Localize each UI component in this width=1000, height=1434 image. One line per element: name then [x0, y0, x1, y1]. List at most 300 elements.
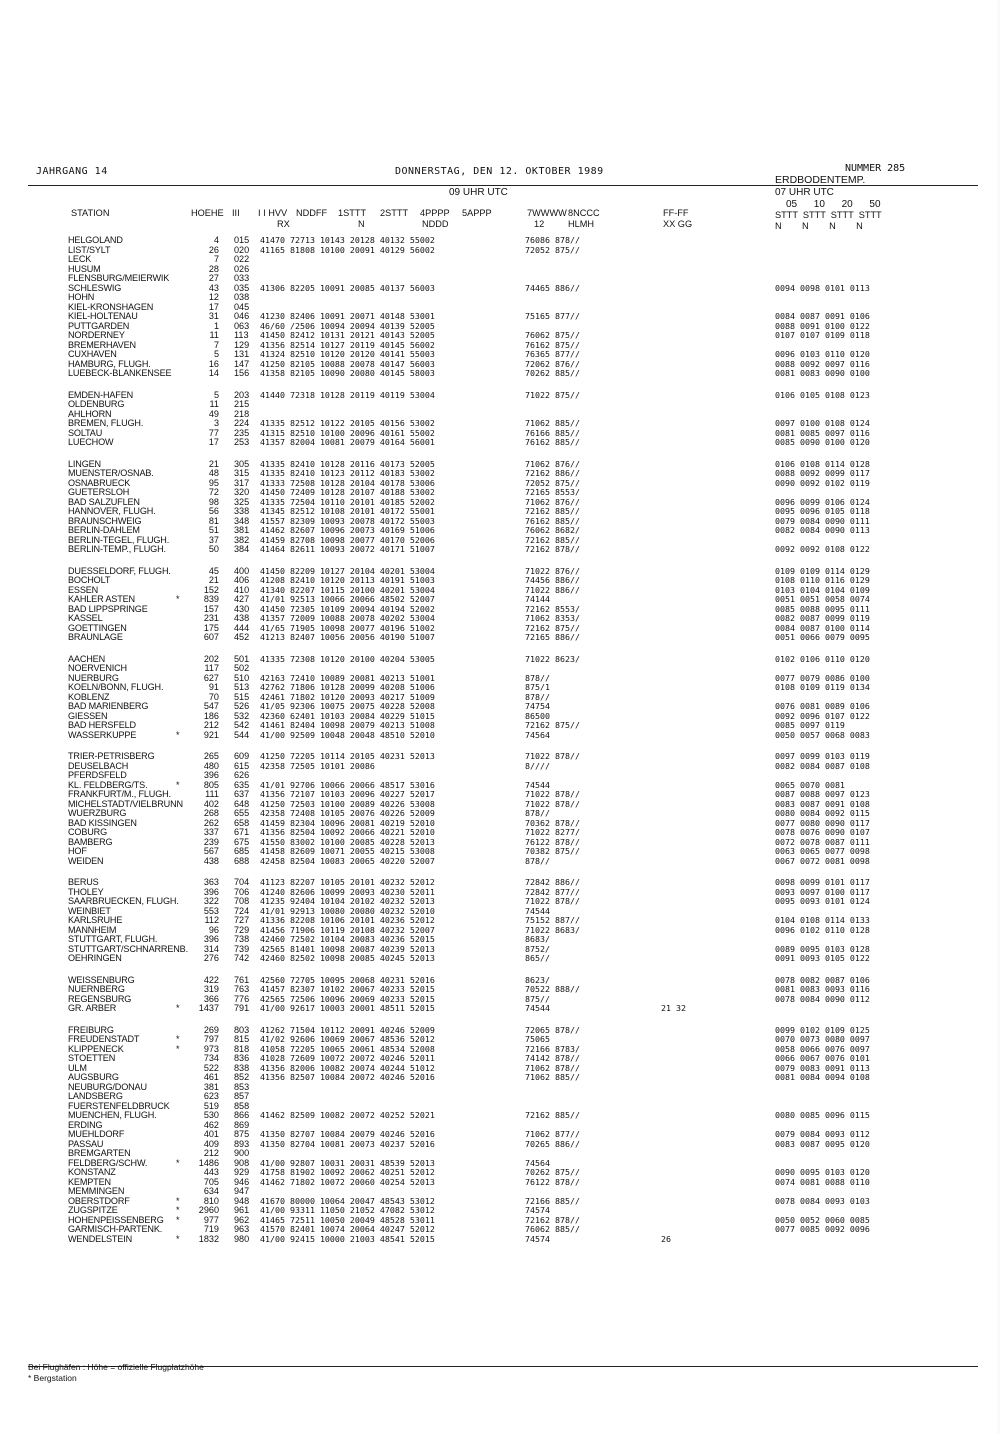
soil-temperatures: 0077 0079 0086 0100 — [775, 672, 870, 683]
col-group-4pppp: 4PPPP — [420, 208, 450, 218]
station-id: 875 — [234, 1129, 250, 1139]
col-iii: III — [232, 208, 240, 218]
station-height: 438 — [203, 855, 219, 866]
station-id: 852 — [234, 1072, 250, 1082]
weather-groups: 75065 — [525, 1034, 550, 1044]
station-name: BERLIN-DAHLEM — [68, 525, 140, 535]
soil-temperatures: 0090 0095 0103 0120 — [775, 1167, 870, 1177]
soil-temperatures: 0085 0097 0119 — [775, 720, 845, 730]
station-id: 615 — [234, 760, 250, 771]
station-name: NUERNBERG — [68, 984, 125, 994]
station-height: 719 — [203, 1224, 219, 1234]
station-id: 224 — [234, 418, 250, 428]
station-height: 26 — [208, 244, 219, 255]
station-name: WUERZBURG — [68, 808, 127, 818]
station-name: HOF — [68, 846, 87, 856]
soil-temperatures: 0077 0080 0090 0117 — [775, 817, 870, 828]
soil-temperatures: 0074 0081 0088 0110 — [775, 1176, 870, 1187]
station-id: 776 — [234, 993, 250, 1004]
soil-temperatures: 0067 0072 0081 0098 — [775, 855, 870, 866]
station-id: 532 — [234, 710, 250, 721]
station-id: 815 — [234, 1034, 250, 1044]
soil-temperatures: 0081 0083 0090 0100 — [775, 368, 870, 378]
station-id: 688 — [234, 855, 250, 866]
station-id: 382 — [234, 534, 250, 545]
station-height: 17 — [208, 437, 219, 447]
soil-temperatures: 0092 0092 0108 0122 — [775, 544, 870, 554]
weather-groups: 72052 875// — [525, 244, 580, 255]
col-group-7wwww: 7WWWW — [527, 208, 567, 218]
station-id: 203 — [234, 389, 250, 400]
station-name: LINGEN — [68, 458, 101, 469]
weather-groups: 72162 875// — [525, 622, 580, 633]
synop-groups: 42163 72410 10089 20081 40213 51001 — [260, 672, 435, 683]
mountain-marker: * — [176, 1233, 180, 1244]
synop-groups: 41165 81808 10100 20091 40129 56002 — [260, 244, 435, 255]
soil-temperatures: 0099 0102 0109 0125 — [775, 1024, 870, 1035]
soil-temperatures: 0085 0090 0100 0120 — [775, 437, 870, 447]
synop-groups: 46/60 /2506 10094 20094 40139 52005 — [260, 320, 435, 331]
col-group-ffff: FF-FF — [663, 208, 689, 218]
station-height: 11 — [209, 399, 219, 409]
synop-groups: 41340 82207 10115 20100 40201 53004 — [260, 584, 435, 595]
station-name: CUXHAVEN — [68, 349, 117, 359]
table-row — [0, 1073, 1000, 1083]
table-row — [0, 1004, 1000, 1014]
soil-temperatures: 0050 0057 0068 0083 — [775, 729, 870, 740]
station-name: PUTTGARDEN — [68, 320, 130, 331]
mountain-marker: * — [176, 779, 180, 790]
soil-temperatures: 0082 0084 0087 0108 — [775, 760, 870, 771]
col-soil-n: N N N N — [775, 221, 863, 231]
synop-groups: 42560 72705 10095 20068 40231 52016 — [260, 974, 435, 985]
weather-groups: 71022 878// — [525, 896, 580, 906]
station-id: 215 — [234, 399, 250, 409]
station-id: 400 — [234, 565, 250, 576]
synop-groups: 41464 82611 10093 20072 40171 51007 — [260, 544, 435, 554]
synop-groups: 41459 82708 10098 20077 40170 52006 — [260, 534, 435, 545]
station-id: 948 — [234, 1195, 250, 1206]
station-height: 48 — [208, 468, 219, 478]
station-name: WEIDEN — [68, 855, 104, 866]
station-id: 929 — [234, 1167, 250, 1177]
station-name: NEUBURG/DONAU — [68, 1081, 147, 1092]
station-height: 5 — [213, 389, 219, 400]
station-name: BRAUNSCHWEIG — [68, 515, 142, 526]
station-id: 908 — [234, 1157, 250, 1168]
station-id: 708 — [234, 896, 250, 906]
station-name: BAMBERG — [68, 836, 113, 847]
station-height: 268 — [203, 808, 219, 818]
station-id: 430 — [234, 603, 250, 614]
station-name: AHLHORN — [68, 408, 112, 419]
station-id: 836 — [234, 1053, 250, 1063]
soil-temperatures: 0108 0110 0116 0129 — [775, 575, 870, 585]
table-row — [0, 331, 1000, 341]
station-name: ZUGSPITZE — [68, 1205, 118, 1215]
station-id: 626 — [234, 770, 250, 780]
group-spacer — [0, 555, 1000, 567]
synop-groups: 41250 72503 10100 20089 40226 53008 — [260, 798, 435, 809]
group-spacer — [0, 1014, 1000, 1026]
mountain-marker: * — [176, 729, 180, 740]
station-name: DUESSELDORF, FLUGH. — [68, 565, 171, 576]
weather-groups: 70265 886// — [525, 1138, 580, 1149]
station-name: KASSEL — [68, 613, 103, 623]
station-id: 218 — [234, 408, 250, 419]
station-height: 11 — [209, 330, 219, 340]
station-id: 635 — [234, 779, 250, 790]
station-height: 810 — [203, 1195, 219, 1206]
station-name: WEISSENBURG — [68, 974, 135, 985]
station-height: 157 — [203, 603, 219, 614]
station-name: LECK — [68, 254, 92, 264]
weather-groups: 74465 886// — [525, 282, 580, 293]
soil-temperatures: 0080 0085 0096 0115 — [775, 1110, 870, 1120]
soil-temperatures: 0098 0099 0101 0117 — [775, 877, 870, 887]
volume-label: JAHRGANG 14 — [36, 166, 108, 177]
synop-groups: 41357 82004 10081 20079 40164 56001 — [260, 437, 435, 447]
weather-groups: 70382 875// — [525, 846, 580, 856]
weather-groups: 8752/ — [525, 943, 550, 954]
station-name: LUEBECK-BLANKENSEE — [68, 368, 172, 378]
synop-groups: 42565 72506 10096 20069 40233 52015 — [260, 993, 435, 1004]
station-height: 1486 — [198, 1157, 219, 1168]
synop-groups: 41356 82504 10092 20066 40221 52010 — [260, 827, 435, 837]
weather-groups: 74564 — [525, 1157, 550, 1168]
soil-temperatures: 0109 0109 0114 0129 — [775, 565, 870, 576]
station-name: BAD HERSFELD — [68, 720, 136, 730]
col-group-hlmh: HLMH — [568, 219, 595, 229]
gust-groups: 21 32 — [661, 1003, 686, 1013]
station-height: 396 — [203, 770, 219, 780]
station-id: 235 — [234, 427, 250, 438]
weather-groups: 70262 885// — [525, 368, 580, 378]
synop-groups: 41335 82410 10128 20116 40173 52005 — [260, 458, 435, 469]
table-row — [0, 655, 1000, 665]
station-id: 648 — [234, 798, 250, 809]
table-row — [0, 1235, 1000, 1245]
weather-groups: 72166 885// — [525, 1195, 580, 1206]
weather-groups: 71062 8353/ — [525, 613, 580, 623]
weather-groups: 72166 8783/ — [525, 1043, 580, 1054]
soil-temperatures: 0078 0084 0090 0112 — [775, 993, 870, 1004]
synop-groups: 41465 72511 10050 20049 48528 53011 — [260, 1214, 435, 1225]
synop-groups: 41450 72305 10109 20094 40194 52002 — [260, 603, 435, 614]
synop-groups: 41/01 92913 10080 20080 40232 52010 — [260, 905, 435, 916]
weather-groups: 865// — [525, 953, 550, 963]
soil-temperatures: 0083 0087 0095 0120 — [775, 1138, 870, 1149]
weather-groups: 71022 878// — [525, 798, 580, 809]
weather-groups: 76062 8682/ — [525, 525, 580, 535]
soil-temperatures: 0089 0095 0103 0128 — [775, 943, 870, 954]
table-row — [0, 762, 1000, 772]
station-id: 947 — [234, 1186, 250, 1196]
soil-temperatures: 0087 0088 0097 0123 — [775, 789, 870, 799]
synop-groups: 42565 81401 10098 20087 40239 52013 — [260, 943, 435, 954]
weather-groups: 72065 878// — [525, 1024, 580, 1035]
station-name: WEINBIET — [68, 905, 111, 916]
station-name: LUECHOW — [68, 437, 114, 447]
synop-groups: 42762 71806 10128 20099 40208 51006 — [260, 682, 435, 692]
synop-groups: 41028 72609 10072 20072 40246 52011 — [260, 1053, 435, 1063]
col-group-nddd: NDDD — [422, 219, 449, 229]
station-height: 98 — [208, 496, 219, 507]
soil-temperatures: 0093 0097 0100 0117 — [775, 886, 870, 897]
mountain-marker: * — [176, 1043, 180, 1054]
soil-temperatures: 0102 0106 0110 0120 — [775, 653, 870, 664]
group-spacer — [0, 964, 1000, 976]
weather-groups: 71062 876// — [525, 458, 580, 469]
station-name: FREUDENSTADT — [68, 1034, 140, 1044]
station-height: 21 — [208, 458, 219, 469]
weather-groups: 878// — [525, 855, 550, 866]
synop-groups: 41306 82205 10091 20085 40137 56003 — [260, 282, 435, 293]
station-height: 401 — [203, 1129, 219, 1139]
station-name: FREIBURG — [68, 1024, 114, 1035]
weather-groups: 72165 8553/ — [525, 487, 580, 497]
station-height: 381 — [203, 1081, 219, 1092]
synop-groups: 41357 72009 10088 20078 40202 53004 — [260, 613, 435, 623]
table-row — [0, 1140, 1000, 1150]
synop-groups: 41450 72409 10128 20107 40188 53002 — [260, 487, 435, 497]
station-name: KOBLENZ — [68, 691, 110, 702]
station-id: 338 — [234, 506, 250, 516]
weather-groups: 8623/ — [525, 974, 550, 985]
station-height: 202 — [203, 653, 219, 664]
soil-temperatures: 0082 0087 0099 0119 — [775, 613, 870, 623]
station-id: 410 — [234, 584, 250, 595]
weather-groups: 878// — [525, 808, 550, 818]
station-id: 866 — [234, 1110, 250, 1120]
station-id: 838 — [234, 1062, 250, 1073]
table-row — [0, 1225, 1000, 1235]
station-id: 763 — [234, 984, 250, 994]
col-soil-sttt: STTT STTT STTT STTT — [775, 210, 882, 220]
synop-groups: 41/00 92617 10003 20001 48511 52015 — [260, 1003, 435, 1013]
station-name: SAARBRUECKEN, FLUGH. — [68, 896, 179, 906]
station-id: 384 — [234, 544, 250, 554]
synop-groups: 41356 82006 10082 20074 40244 51012 — [260, 1062, 435, 1073]
soil-temperatures: 0094 0098 0101 0113 — [775, 282, 870, 293]
station-height: 14 — [208, 368, 219, 378]
weather-groups: 71022 8623/ — [525, 653, 580, 664]
station-name: WENDELSTEIN — [68, 1233, 133, 1244]
station-id: 515 — [234, 691, 250, 702]
soil-temperatures: 0097 0099 0103 0119 — [775, 751, 870, 761]
synop-groups: 41570 82401 10074 20064 40247 52012 — [260, 1224, 435, 1234]
weather-groups: 76166 885// — [525, 427, 580, 438]
mountain-marker: * — [176, 1003, 180, 1013]
soil-temperatures: 0088 0092 0097 0116 — [775, 358, 870, 369]
station-name: MUENCHEN, FLUGH. — [68, 1110, 157, 1120]
station-id: 893 — [234, 1138, 250, 1149]
station-id: 510 — [234, 672, 250, 683]
soil-temperatures: 0106 0105 0108 0123 — [775, 389, 870, 400]
synop-groups: 41213 82407 10056 20056 40190 51007 — [260, 632, 435, 642]
table-row — [0, 897, 1000, 907]
soil-depths: 05 10 20 50 — [786, 199, 881, 210]
station-id: 685 — [234, 846, 250, 856]
table-row — [0, 284, 1000, 294]
col-group-iihvv: I I HVV — [258, 208, 288, 218]
station-id: 609 — [234, 751, 250, 761]
station-id: 315 — [234, 468, 250, 478]
synop-groups: 41123 82207 10105 20101 40232 52012 — [260, 877, 435, 887]
table-row — [0, 633, 1000, 643]
col-group-1sttt: 1STTT — [338, 208, 367, 218]
soil-temperatures: 0091 0093 0105 0122 — [775, 953, 870, 963]
synop-groups: 41350 82704 10081 20073 40237 52016 — [260, 1138, 435, 1149]
table-row — [0, 995, 1000, 1005]
footnote-airports: Bei Flughäfen : Höhe = offizielle Flugplatzhöhe — [28, 1362, 204, 1372]
weather-groups: 74574 — [525, 1205, 550, 1215]
station-id: 502 — [234, 663, 250, 673]
group-spacer — [0, 643, 1000, 655]
station-height: 117 — [204, 663, 219, 673]
station-height: 314 — [203, 943, 219, 954]
station-name: ESSEN — [68, 584, 99, 595]
station-name: STOETTEN — [68, 1053, 116, 1063]
soil-temperatures: 0066 0067 0076 0101 — [775, 1053, 870, 1063]
station-name: MUENSTER/OSNAB. — [68, 468, 154, 478]
station-name: BREMEN, FLUGH. — [68, 418, 144, 428]
synop-groups: 41/00 92509 10048 20048 48510 52010 — [260, 729, 435, 740]
station-id: 853 — [234, 1081, 250, 1092]
station-id: 325 — [234, 496, 250, 507]
soil-temperatures: 0088 0092 0099 0117 — [775, 468, 870, 478]
station-height: 175 — [203, 622, 219, 633]
station-height: 3 — [213, 418, 219, 428]
station-id: 739 — [234, 943, 250, 954]
station-id: 348 — [234, 515, 250, 526]
date-label: DONNERSTAG, DEN 12. OKTOBER 1989 — [395, 166, 604, 177]
station-height: 239 — [203, 836, 219, 847]
station-id: 305 — [234, 458, 250, 469]
weather-groups: 72162 878// — [525, 1214, 580, 1225]
station-height: 402 — [203, 798, 219, 809]
soil-temperatures: 0081 0085 0097 0116 — [775, 427, 870, 438]
soil-temperatures: 0063 0065 0077 0098 — [775, 846, 870, 856]
station-height: 43 — [208, 282, 219, 293]
weather-groups: 71022 875// — [525, 389, 580, 400]
station-id: 253 — [234, 437, 250, 447]
station-id: 542 — [234, 720, 250, 730]
synop-groups: 41/00 92807 10031 20031 48539 52013 — [260, 1157, 435, 1168]
station-name: KAHLER ASTEN — [68, 594, 135, 604]
soil-temperatures: 0070 0073 0080 0097 — [775, 1034, 870, 1044]
soil-temperatures: 0095 0096 0105 0118 — [775, 506, 870, 516]
mountain-marker: * — [176, 1195, 180, 1206]
station-height: 31 — [208, 311, 219, 321]
station-name: EMDEN-HAFEN — [68, 389, 134, 400]
station-height: 1832 — [198, 1233, 219, 1244]
station-name: KARLSRUHE — [68, 915, 123, 925]
weather-groups: 72062 876// — [525, 358, 580, 369]
soil-temperatures: 0065 0070 0081 — [775, 779, 845, 790]
station-name: THOLEY — [68, 886, 104, 897]
station-height: 396 — [203, 886, 219, 897]
synop-groups: 41/65 71905 10098 20077 40196 51002 — [260, 622, 435, 633]
synop-groups: 42458 82504 10083 20065 40220 52007 — [260, 855, 435, 866]
col-group-2sttt: 2STTT — [380, 208, 409, 218]
synop-groups: 41324 82510 10120 20120 40141 55003 — [260, 349, 435, 359]
station-name: BAD MARIENBERG — [68, 701, 149, 711]
station-name: GARMISCH-PARTENK. — [68, 1224, 163, 1234]
station-height: 28 — [208, 263, 219, 274]
station-name: TRIER-PETRISBERG — [68, 751, 155, 761]
station-name: HOHN — [68, 292, 95, 302]
station-name: STUTTGART, FLUGH. — [68, 934, 158, 944]
station-height: 269 — [203, 1024, 219, 1035]
station-id: 035 — [234, 282, 250, 293]
weather-groups: 72162 886// — [525, 468, 580, 478]
station-id: 727 — [234, 915, 250, 925]
station-height: 977 — [203, 1214, 219, 1225]
station-id: 724 — [234, 905, 250, 916]
weather-groups: 72162 878// — [525, 544, 580, 554]
station-height: 634 — [203, 1186, 219, 1196]
weather-groups: 71062 876// — [525, 496, 580, 507]
soil-temp-time: 07 UHR UTC — [775, 187, 834, 198]
station-height: 1437 — [198, 1003, 219, 1013]
synop-groups: 41315 82510 10100 20096 40161 55002 — [260, 427, 435, 438]
table-row — [0, 731, 1000, 741]
weather-groups: 878// — [525, 672, 550, 683]
synop-groups: 41/02 92606 10069 20067 48536 52012 — [260, 1034, 435, 1044]
station-id: 818 — [234, 1043, 250, 1054]
soil-temperatures: 0104 0108 0114 0133 — [775, 915, 870, 925]
station-height: 91 — [208, 682, 219, 692]
col-group-nddff: NDDFF — [296, 208, 328, 218]
weather-groups: 74144 — [525, 594, 550, 604]
station-id: 033 — [234, 273, 250, 283]
station-name: FUERSTENFELDBRUCK — [68, 1100, 170, 1111]
weather-groups: 70362 878// — [525, 817, 580, 828]
station-name: KEMPTEN — [68, 1176, 111, 1187]
station-id: 045 — [234, 301, 250, 312]
table-row — [0, 369, 1000, 379]
station-height: 186 — [203, 710, 219, 721]
station-name: KLIPPENECK — [68, 1043, 124, 1054]
station-id: 791 — [234, 1003, 250, 1013]
station-height: 5 — [213, 349, 219, 359]
synop-groups: 41/01 92513 10066 20066 48502 52007 — [260, 594, 435, 604]
soil-temperatures: 0081 0083 0093 0116 — [775, 984, 870, 994]
station-name: FLENSBURG/MEIERWIK — [68, 273, 170, 283]
station-id: 900 — [234, 1148, 250, 1158]
soil-temperatures: 0103 0104 0104 0109 — [775, 584, 870, 595]
mountain-marker: * — [176, 594, 180, 604]
synop-groups: 41250 82105 10088 20078 40147 56003 — [260, 358, 435, 369]
station-id: 406 — [234, 575, 250, 585]
table-row — [0, 438, 1000, 448]
station-name: BREMERHAVEN — [68, 339, 136, 350]
soil-temperatures: 0088 0091 0100 0122 — [775, 320, 870, 331]
station-name: PFERDSFELD — [68, 770, 127, 780]
col-group-n: N — [358, 219, 365, 229]
station-id: 858 — [234, 1100, 250, 1111]
station-height: 276 — [203, 953, 219, 963]
synop-groups: 42461 71802 10120 20093 40217 51009 — [260, 691, 435, 702]
station-height: 567 — [203, 846, 219, 856]
station-id: 544 — [234, 729, 250, 740]
weather-groups: 72052 875// — [525, 477, 580, 488]
station-height: 77 — [208, 427, 219, 438]
station-id: 438 — [234, 613, 250, 623]
soil-temperatures: 0058 0066 0076 0097 — [775, 1043, 870, 1054]
station-name: BOCHOLT — [68, 575, 111, 585]
